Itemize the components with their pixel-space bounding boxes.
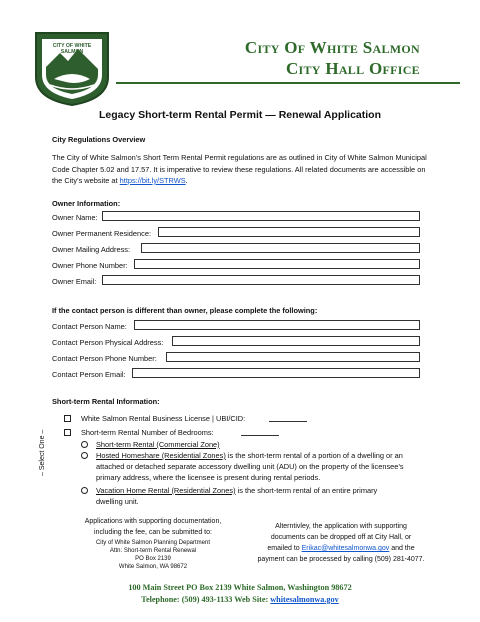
submission-left: Applications with supporting documentation, including the fee, can be submitted to: (84, 518, 222, 536)
contact-address-label: Contact Person Physical Address: (52, 338, 164, 347)
option-vacation-radio[interactable] (81, 487, 88, 494)
bedrooms-field[interactable] (241, 426, 279, 436)
logo-text: CITY OF WHITE SALMON (52, 43, 92, 55)
owner-heading: Owner Information: (52, 199, 121, 208)
email-link[interactable]: Erikac@whitesalmonwa.gov (301, 545, 390, 552)
license-checkbox[interactable] (64, 415, 71, 422)
contact-phone-field[interactable] (166, 352, 420, 362)
contact-phone-label: Contact Person Phone Number: (52, 354, 157, 363)
owner-mailing-label: Owner Mailing Address: (52, 245, 131, 254)
option-homeshare-line1: Hosted Homeshare (Residential Zones) is the short-term rental of a portion of a dwelling or an (96, 451, 403, 460)
city-seal-logo (32, 27, 112, 107)
license-label: White Salmon Rental Business License | UBI/CID: (81, 414, 246, 423)
mailing-address: City of White Salmon Planning Department Attn: Short-term Rental Renewal PO Box 2139 White Salmon, WA 98672 (95, 540, 211, 570)
regulations-link[interactable]: https://bit.ly/STRWS (119, 176, 186, 185)
website-link[interactable]: whitesalmonwa.gov (270, 595, 339, 604)
option-commercial-title: Short-term Rental (Commercial Zone) (96, 440, 220, 449)
header-title-line2: City Hall Office (285, 59, 420, 78)
contact-name-label: Contact Person Name: (52, 322, 127, 331)
owner-email-label: Owner Email: (52, 277, 97, 286)
option-homeshare-line3: primary address, where the licensee is present during rental periods. (96, 473, 321, 482)
owner-name-field[interactable] (102, 211, 420, 221)
bedrooms-label: Short-term Rental Number of Bedrooms: (81, 428, 214, 437)
owner-name-label: Owner Name: (52, 213, 98, 222)
owner-mailing-field[interactable] (141, 243, 420, 253)
select-one-label: – Select One – (39, 429, 46, 476)
footer-contact: Telephone: (509) 493-1133 Web Site: whitesalmonwa.gov (141, 595, 339, 604)
license-field[interactable] (269, 412, 307, 422)
footer-address: 100 Main Street PO Box 2139 White Salmon, Washington 98672 (128, 583, 352, 592)
option-homeshare-radio[interactable] (81, 452, 88, 459)
contact-heading: If the contact person is different than owner, please complete the following: (52, 306, 318, 315)
owner-email-field[interactable] (102, 275, 420, 285)
contact-email-field[interactable] (132, 368, 420, 378)
owner-residence-label: Owner Permanent Residence: (52, 229, 152, 238)
owner-phone-field[interactable] (134, 259, 420, 269)
bedrooms-checkbox[interactable] (64, 429, 71, 436)
contact-email-label: Contact Person Email: (52, 370, 126, 379)
option-vacation-line1: Vacation Home Rental (Residential Zones) is the short-term rental of an entire primary (96, 486, 378, 495)
overview-paragraph: The City of White Salmon’s Short Term Rental Permit regulations are as outlined in City of White Salmon Municipal Code Chapter 5.02 and 17.57. It is imperative to review these regulations. All related documents are accessible on the City’s website at https://bit.ly/STRWS. (52, 153, 427, 185)
owner-residence-field[interactable] (158, 227, 420, 237)
option-commercial-radio[interactable] (81, 441, 88, 448)
submission-right: Alterntivley, the application with supporting documents can be dropped off at City Hall, or emailed to Erikac@whitesalmonwa.gov and the payment can be processed by calling (509) 281-4077. (257, 523, 425, 563)
option-vacation-line2: dwelling unit. (96, 497, 139, 506)
contact-name-field[interactable] (134, 320, 420, 330)
document-title: Legacy Short-term Rental Permit — Renewal Application (98, 109, 381, 121)
header-title-line1: City Of White Salmon (244, 38, 420, 57)
header-divider (116, 82, 460, 84)
overview-heading: City Regulations Overview (52, 135, 146, 144)
contact-address-field[interactable] (172, 336, 420, 346)
rental-heading: Short-term Rental Information: (52, 397, 160, 406)
owner-phone-label: Owner Phone Number: (52, 261, 128, 270)
option-homeshare-line2: attached or detached separate accessory dwelling unit (ADU) on the property of the licensee’s (96, 462, 404, 471)
